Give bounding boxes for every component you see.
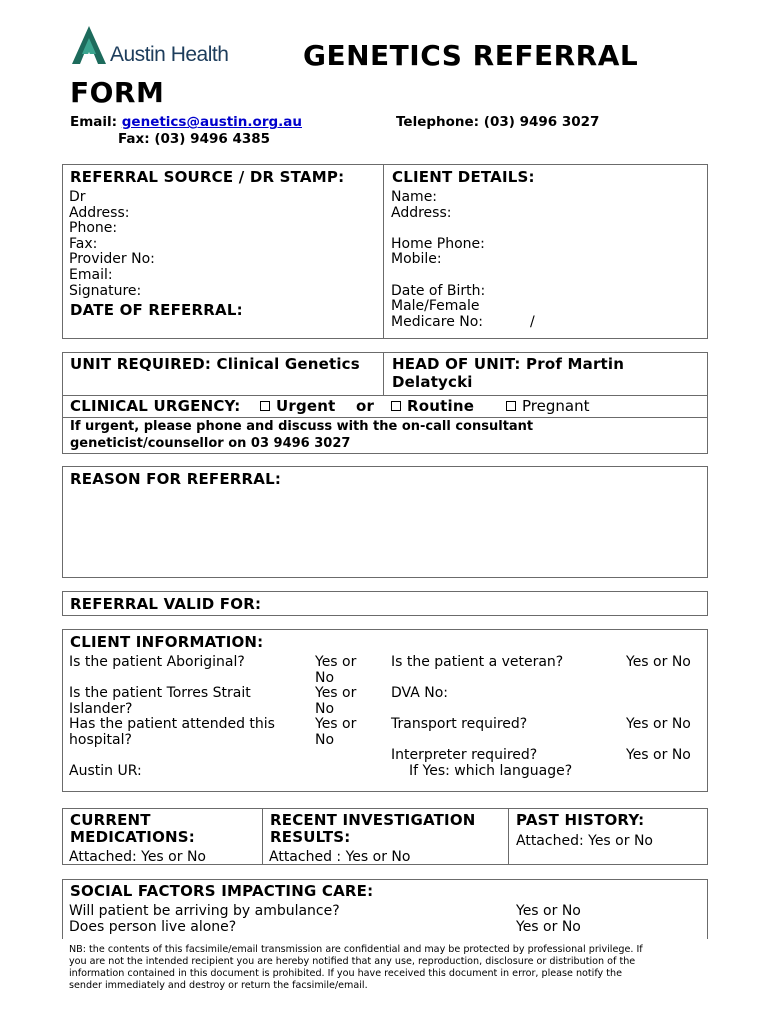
client-details-header: CLIENT DETAILS:: [392, 168, 535, 186]
confidentiality-note-line1: NB: the contents of this facsimile/email transmission are confidential and may be protected by professional privilege. If: [69, 944, 643, 955]
attended-no[interactable]: No: [315, 732, 335, 748]
referral-field-email[interactable]: Email:: [69, 267, 113, 283]
or-text: or: [356, 397, 375, 415]
client-home-phone-field[interactable]: Home Phone:: [391, 236, 485, 252]
torres-question-line2: Islander?: [69, 701, 133, 717]
logo-text: Austin Health: [110, 43, 229, 66]
medications-header-line2: MEDICATIONS:: [70, 828, 195, 846]
email-link[interactable]: genetics@austin.org.au: [121, 114, 302, 130]
transport-yes-or-no[interactable]: Yes or No: [626, 716, 691, 732]
urgent-note-line1: If urgent, please phone and discuss with the on-call consultant: [70, 419, 534, 434]
language-question[interactable]: If Yes: which language?: [409, 763, 573, 779]
routine-option[interactable]: [391, 398, 474, 414]
austin-health-logo-icon: [70, 24, 108, 66]
client-sex-field[interactable]: Male/Female: [391, 298, 480, 314]
divider: [383, 164, 384, 339]
past-history-attached[interactable]: Attached: Yes or No: [516, 833, 653, 849]
torres-question-line1: Is the patient Torres Strait: [69, 685, 251, 701]
past-history-header: PAST HISTORY:: [516, 811, 645, 829]
veteran-yes-or-no[interactable]: Yes or No: [626, 654, 691, 670]
investigations-header-line1: RECENT INVESTIGATION: [270, 811, 476, 829]
referral-field-dr[interactable]: Dr: [69, 189, 86, 205]
form-title-line1: GENETICS REFERRAL: [303, 39, 639, 72]
live-alone-question: Does person live alone?: [69, 919, 237, 935]
head-of-unit-line1: HEAD OF UNIT: Prof Martin: [392, 355, 625, 373]
fax-number: Fax: (03) 9496 4385: [118, 131, 271, 147]
referral-field-address[interactable]: Address:: [69, 205, 130, 221]
austin-health-logo: [70, 24, 260, 66]
urgent-label: Urgent: [276, 397, 336, 415]
divider: [62, 395, 708, 396]
urgent-checkbox[interactable]: [260, 401, 270, 411]
pregnant-label: Pregnant: [522, 397, 590, 415]
client-information-header: CLIENT INFORMATION:: [70, 633, 264, 651]
interpreter-yes-or-no[interactable]: Yes or No: [626, 747, 691, 763]
investigations-header-line2: RESULTS:: [270, 828, 351, 846]
telephone-number: Telephone: (03) 9496 3027: [396, 114, 600, 130]
attended-yes-or[interactable]: Yes or: [315, 716, 357, 732]
ambulance-question: Will patient be arriving by ambulance?: [69, 903, 340, 919]
torres-yes-or[interactable]: Yes or: [315, 685, 357, 701]
medicare-slash: /: [530, 314, 535, 330]
referral-field-signature[interactable]: Signature:: [69, 283, 142, 299]
pregnant-checkbox[interactable]: [506, 401, 516, 411]
divider: [62, 417, 708, 418]
attended-question-line2: hospital?: [69, 732, 132, 748]
urgent-note-line2: geneticist/counsellor on 03 9496 3027: [70, 436, 351, 451]
divider: [383, 352, 384, 395]
medications-attached[interactable]: Attached: Yes or No: [69, 849, 206, 865]
interpreter-question: Interpreter required?: [391, 747, 538, 763]
dva-number-field[interactable]: DVA No:: [391, 685, 448, 701]
routine-label: Routine: [407, 397, 475, 415]
routine-checkbox[interactable]: [391, 401, 401, 411]
referral-field-provider[interactable]: Provider No:: [69, 251, 155, 267]
referral-valid-header: REFERRAL VALID FOR:: [70, 595, 262, 613]
transport-question: Transport required?: [391, 716, 528, 732]
pregnant-option[interactable]: [506, 398, 589, 414]
email-label: Email:: [70, 114, 118, 130]
confidentiality-note-line4: sender immediately and destroy or return the facsimile/email.: [69, 980, 368, 991]
investigations-attached[interactable]: Attached : Yes or No: [269, 849, 411, 865]
aboriginal-yes-or[interactable]: Yes or: [315, 654, 357, 670]
client-name-field[interactable]: Name:: [391, 189, 438, 205]
medications-header-line1: CURRENT: [70, 811, 151, 829]
urgent-option[interactable]: [260, 398, 336, 414]
reason-for-referral-header: REASON FOR REFERRAL:: [70, 470, 282, 488]
ambulance-yes-or-no[interactable]: Yes or No: [516, 903, 581, 919]
veteran-question: Is the patient a veteran?: [391, 654, 564, 670]
referral-source-header: REFERRAL SOURCE / DR STAMP:: [70, 168, 345, 186]
clinical-urgency-label: CLINICAL URGENCY:: [70, 397, 241, 415]
austin-ur-field[interactable]: Austin UR:: [69, 763, 142, 779]
client-medicare-field[interactable]: Medicare No:: [391, 314, 484, 330]
confidentiality-note-line2: you are not the intended recipient you are hereby notified that any use, reproduction, disclosure or distribution of the: [69, 956, 636, 967]
aboriginal-no[interactable]: No: [315, 670, 335, 686]
torres-no[interactable]: No: [315, 701, 335, 717]
client-dob-field[interactable]: Date of Birth:: [391, 283, 486, 299]
attended-question-line1: Has the patient attended this: [69, 716, 275, 732]
divider: [508, 808, 509, 865]
referral-field-phone[interactable]: Phone:: [69, 220, 118, 236]
client-address-field[interactable]: Address:: [391, 205, 452, 221]
date-of-referral-label[interactable]: DATE OF REFERRAL:: [70, 301, 243, 319]
divider: [262, 808, 263, 865]
form-title-line2: FORM: [70, 76, 165, 109]
email-row: [70, 114, 302, 130]
live-alone-yes-or-no[interactable]: Yes or No: [516, 919, 581, 935]
aboriginal-question: Is the patient Aboriginal?: [69, 654, 245, 670]
client-mobile-field[interactable]: Mobile:: [391, 251, 442, 267]
referral-field-fax[interactable]: Fax:: [69, 236, 98, 252]
unit-required: UNIT REQUIRED: Clinical Genetics: [70, 355, 360, 373]
head-of-unit-line2: Delatycki: [392, 373, 473, 391]
social-factors-header: SOCIAL FACTORS IMPACTING CARE:: [70, 882, 374, 900]
confidentiality-note-line3: information contained in this document is prohibited. If you have received this document in error, please notify the: [69, 968, 623, 979]
